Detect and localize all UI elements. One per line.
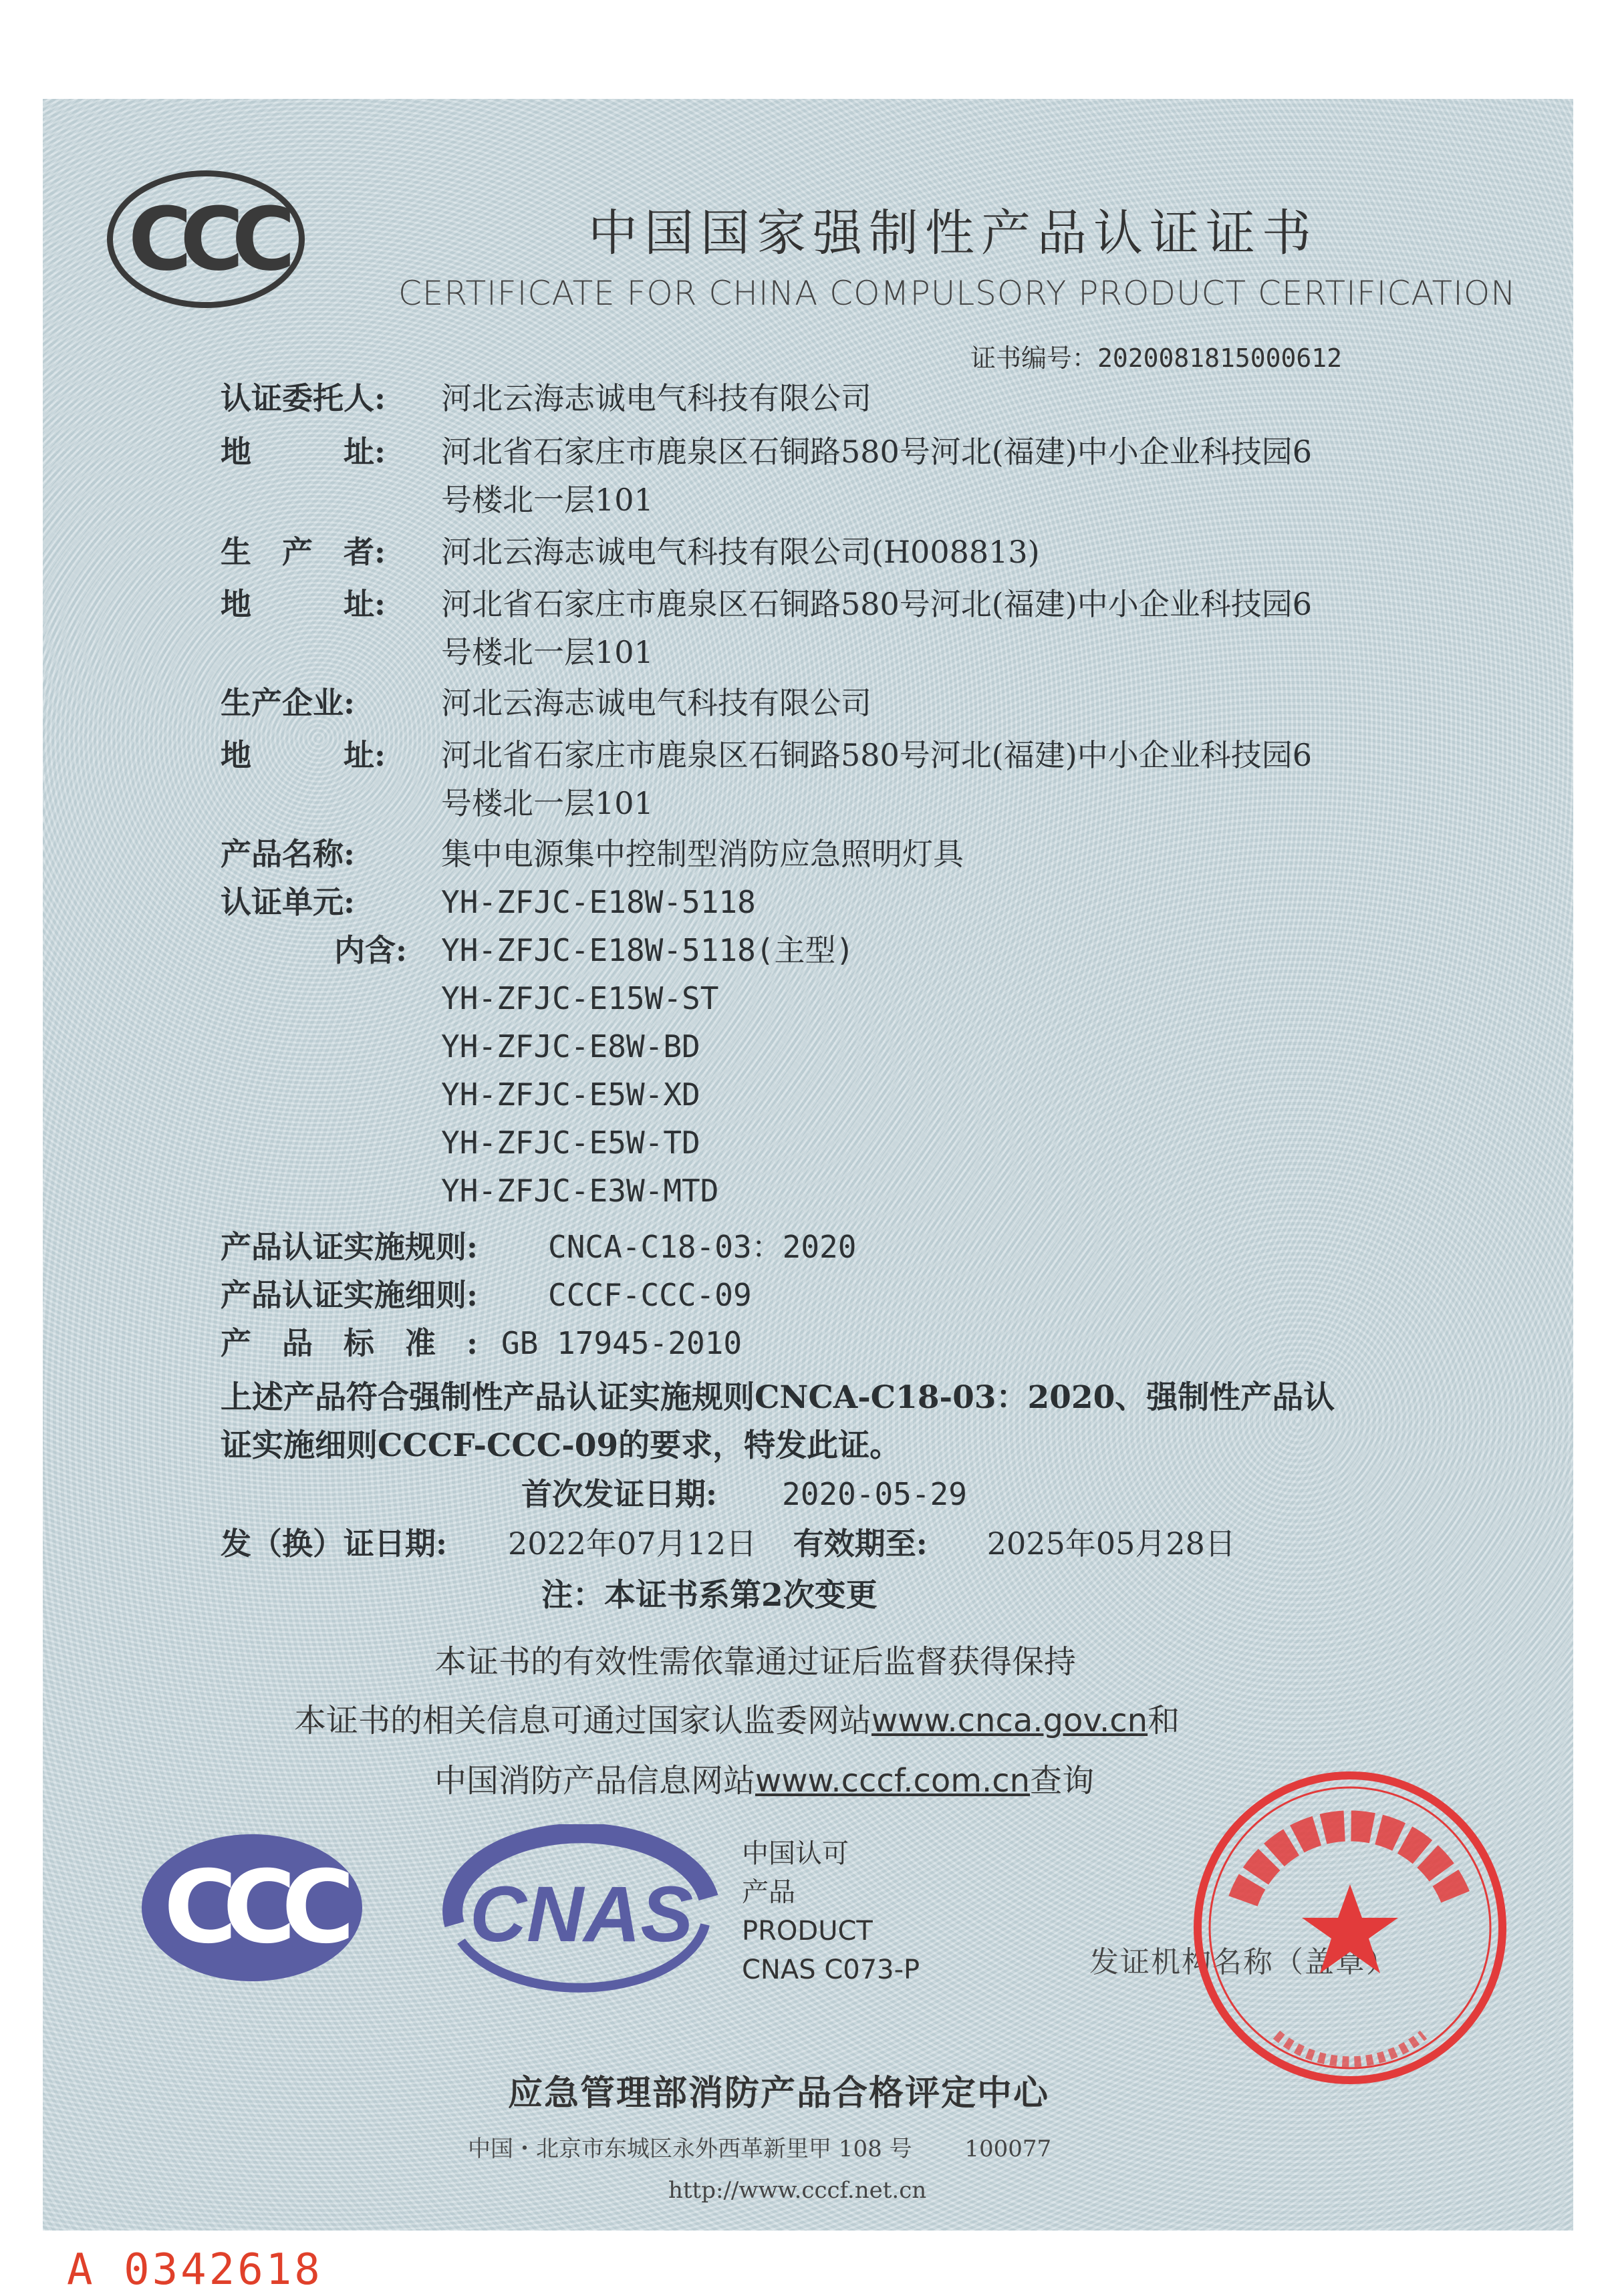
info-notice: 本证书的相关信息可通过国家认监委网站www.cnca.gov.cn和	[294, 1702, 1180, 1739]
accreditation-text: 中国认可 产品 PRODUCT CNAS C073-P	[742, 1838, 920, 1985]
standard-value: GB 17945-2010	[501, 1325, 743, 1361]
certificate-number	[970, 337, 1342, 374]
official-seal	[1190, 1767, 1510, 2088]
center-address: 中国・北京市东城区永外西革新里甲 108 号 100077	[468, 2136, 1052, 2162]
product-name-value: 集中电源集中控制型消防应急照明灯具	[441, 836, 964, 872]
impl-rule-value: CNCA-C18-03：2020	[548, 1229, 857, 1265]
serial-number: A 0342618	[67, 2245, 323, 2295]
issue-date-row	[221, 1520, 1236, 1568]
model-item: YH-ZFJC-E3W-MTD	[441, 1173, 719, 1209]
factory-value: 河北云海志诚电气科技有限公司	[441, 685, 871, 721]
cert-unit-label: 认证单元:	[221, 884, 355, 920]
manufacturer-address-line1: 河北省石家庄市鹿泉区石铜路580号河北(福建)中小企业科技园6	[441, 586, 1312, 622]
product-name-label: 产品名称:	[221, 836, 355, 872]
impl-rule-row	[221, 1223, 856, 1271]
fire-info-notice: 中国消防产品信息网站www.cccf.com.cn查询	[434, 1762, 1095, 1800]
manufacturer-address-label: 地 址:	[221, 586, 386, 622]
factory-row	[221, 679, 871, 727]
statement-line1: 上述产品符合强制性产品认证实施规则CNCA-C18-03：2020、强制性产品认	[221, 1379, 1335, 1416]
cccf-link[interactable]: www.cccf.com.cn	[755, 1762, 1031, 1800]
issue-date-label: 发（换）证日期:	[221, 1526, 447, 1562]
applicant-address-label: 地 址:	[221, 434, 386, 470]
valid-until-value: 2025年05月28日	[986, 1526, 1236, 1562]
applicant-address-row	[221, 428, 1312, 476]
first-issue-row	[521, 1470, 967, 1518]
seal-star-icon	[1302, 1884, 1398, 1973]
factory-address-row	[221, 731, 1312, 779]
certificate-number-label: 证书编号：	[970, 343, 1098, 373]
cnas-logo	[441, 1824, 722, 2005]
model-item: YH-ZFJC-E5W-XD	[441, 1077, 700, 1113]
factory-address-label: 地 址:	[221, 737, 386, 773]
standard-label: 产 品 标 准 :	[221, 1325, 478, 1361]
issuer-name-label: 发证机构名称（盖章）	[1089, 1945, 1397, 1979]
cnas-logo-text: CNAS	[469, 1870, 694, 1959]
product-name-row	[221, 830, 964, 878]
model-item: YH-ZFJC-E15W-ST	[441, 980, 719, 1016]
cnca-link[interactable]: www.cnca.gov.cn	[871, 1702, 1148, 1739]
ccc-logo-top	[107, 170, 305, 308]
cert-unit-value: YH-ZFJC-E18W-5118	[441, 884, 756, 920]
model-item: YH-ZFJC-E5W-TD	[441, 1125, 700, 1161]
title-chinese: 中国国家强制性产品认证证书	[588, 204, 1318, 262]
valid-until-label: 有效期至:	[793, 1526, 928, 1562]
factory-address-line2: 号楼北一层101	[441, 785, 654, 821]
applicant-value: 河北云海志诚电气科技有限公司	[441, 380, 871, 416]
certificate-number-value: 2020081815000612	[1097, 343, 1343, 373]
manufacturer-value: 河北云海志诚电气科技有限公司(H008813)	[441, 534, 1040, 570]
cert-unit-row	[221, 878, 756, 926]
applicant-address-line2: 号楼北一层101	[441, 482, 654, 518]
factory-label: 生产企业:	[221, 685, 355, 721]
ccc-logo-bottom-text: CCC	[163, 1850, 341, 1966]
applicant-address-line1: 河北省石家庄市鹿泉区石铜路580号河北(福建)中小企业科技园6	[441, 434, 1312, 470]
center-website[interactable]: http://www.cccf.net.cn	[668, 2177, 927, 2204]
applicant-label: 认证委托人:	[221, 380, 386, 416]
manufacturer-address-row	[221, 580, 1312, 628]
validity-notice: 本证书的有效性需依靠通过证后监督获得保持	[434, 1643, 1077, 1681]
issuing-center-name: 应急管理部消防产品合格评定中心	[508, 2073, 1050, 2114]
model-item: YH-ZFJC-E8W-BD	[441, 1028, 700, 1064]
ccc-logo-bottom	[142, 1834, 362, 1981]
statement-line2: 证实施细则CCCF-CCC-09的要求，特发此证。	[221, 1427, 902, 1464]
impl-detail-label: 产品认证实施细则:	[221, 1277, 478, 1313]
impl-detail-row	[221, 1271, 752, 1319]
includes-label: 内含:	[334, 932, 407, 968]
factory-address-line1: 河北省石家庄市鹿泉区石铜路580号河北(福建)中小企业科技园6	[441, 737, 1312, 773]
manufacturer-label: 生 产 者:	[221, 534, 386, 570]
issue-date-value: 2022年07月12日	[508, 1526, 757, 1562]
model-item: YH-ZFJC-E18W-5118(主型)	[441, 932, 855, 968]
ccc-logo-text: CCC	[128, 188, 284, 290]
title-english: CERTIFICATE FOR CHINA COMPULSORY PRODUCT CERTIFICATION	[398, 274, 1516, 313]
applicant-row	[221, 374, 871, 422]
first-issue-label: 首次发证日期:	[521, 1476, 717, 1512]
manufacturer-address-line2: 号楼北一层101	[441, 634, 654, 670]
first-issue-value: 2020-05-29	[782, 1476, 967, 1512]
impl-rule-label: 产品认证实施规则:	[221, 1229, 478, 1265]
change-note: 注：本证书系第2次变更	[541, 1577, 878, 1614]
standard-row	[221, 1319, 742, 1367]
manufacturer-row	[221, 528, 1040, 576]
impl-detail-value: CCCF-CCC-09	[548, 1277, 752, 1313]
